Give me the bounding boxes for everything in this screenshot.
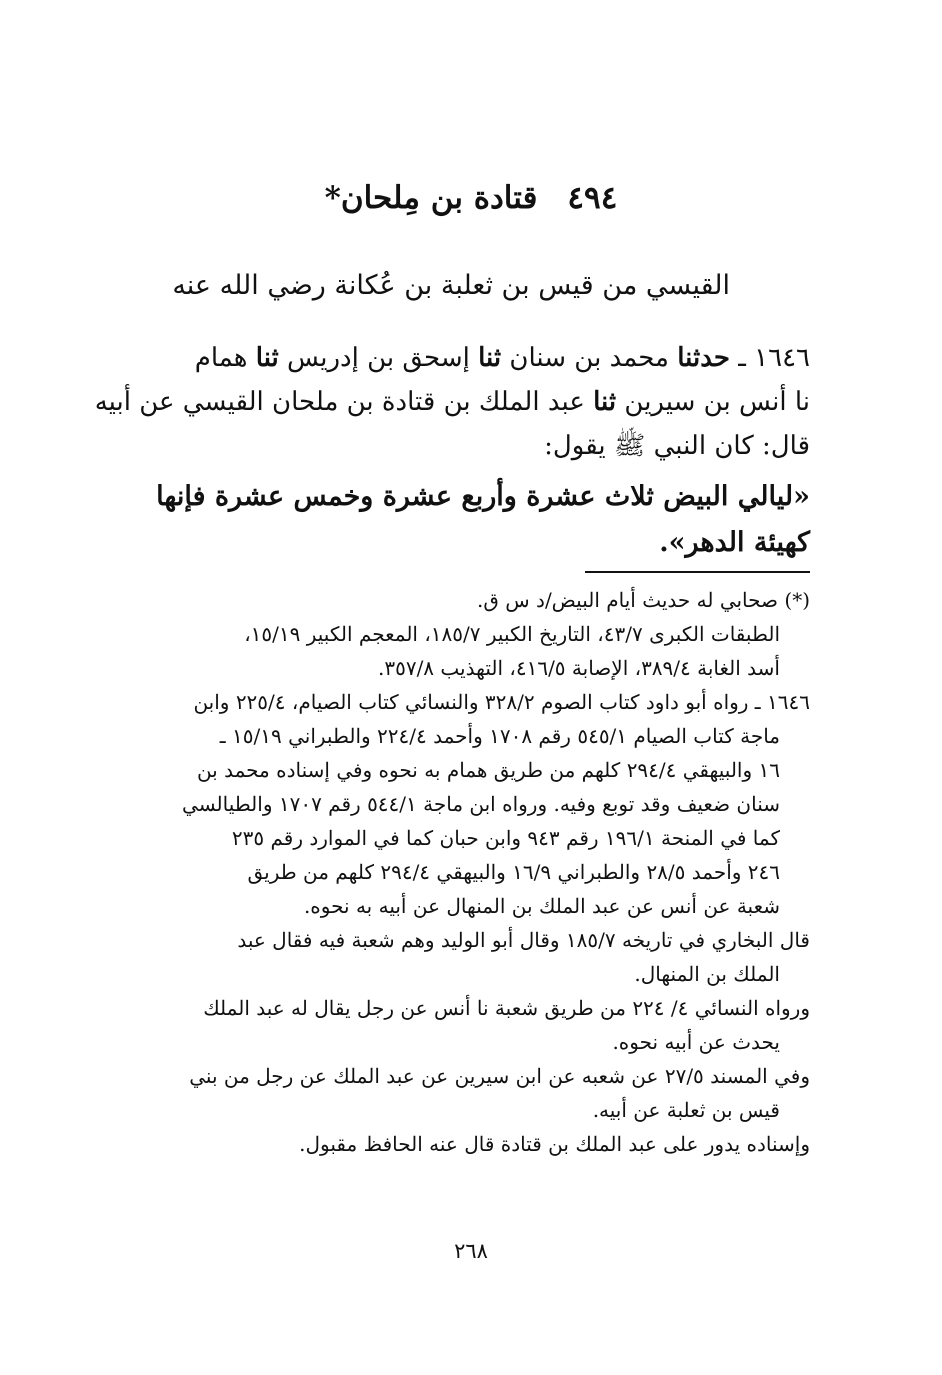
footnote-line: ورواه النسائي ٤/ ٢٢٤ من طريق شعبة نا أنس عن رجل يقال له عبد الملك	[203, 996, 810, 1020]
isnad-line-3: قال: كان النبي ﷺ يقول:	[544, 431, 810, 461]
footnote-line: وفي المسند ٢٧/٥ عن شعبه عن ابن سيرين عن عبد الملك عن رجل من بني	[189, 1064, 810, 1088]
entry-heading	[0, 176, 942, 220]
hadith-isnad	[94, 336, 810, 468]
narrator-text: نا أنس بن سيرين	[616, 387, 810, 417]
narrator-text: عبد الملك بن قتادة بن ملحان القيسي عن أبيه	[94, 387, 594, 417]
hadith-text	[130, 474, 810, 566]
footnote-line: وإسناده يدور على عبد الملك بن قتادة قال عنه الحافظ مقبول.	[299, 1132, 810, 1156]
footnote-line: سنان ضعيف وقد توبع وفيه. ورواه ابن ماجة ٥٤٤/١ رقم ١٧٠٧ والطيالسي	[182, 792, 780, 816]
footnote-line: شعبة عن أنس عن عبد الملك بن المنهال عن أبيه به نحوه.	[303, 894, 780, 918]
narrator-text: محمد بن سنان	[501, 343, 678, 373]
footnote-line: يحدث عن أبيه نحوه.	[612, 1030, 780, 1054]
footnote-divider	[585, 571, 810, 573]
footnote-line: ١٦٤٦ ـ رواه أبو داود كتاب الصوم ٣٢٨/٢ والنسائي كتاب الصيام، ٢٢٥/٤ وابن	[193, 690, 810, 714]
transmission-word: حدثنا	[677, 343, 730, 373]
footnote-line: ماجة كتاب الصيام ٥٤٥/١ رقم ١٧٠٨ وأحمد ٢٢٤/٤ والطبراني ١٥/١٩ ـ	[219, 724, 780, 748]
footnote-line: كما في المنحة ١٩٦/١ رقم ٩٤٣ وابن حبان كما في الموارد رقم ٢٣٥	[231, 826, 780, 850]
footnote-line: ٢٤٦ وأحمد ٢٨/٥ والطبراني ١٦/٩ والبيهقي ٢٩٤/٤ كلهم من طريق	[247, 860, 780, 884]
isnad-line-2	[94, 380, 810, 424]
footnotes	[130, 583, 810, 1161]
footnote-line: الملك بن المنهال.	[634, 962, 780, 986]
footnote-line: قيس بن ثعلبة عن أبيه.	[592, 1098, 780, 1122]
entry-subtitle: القيسي من قيس بن ثعلبة بن عُكانة رضي الله عنه	[172, 270, 730, 301]
transmission-word: ثنا	[478, 343, 502, 373]
entry-name: قتادة بن مِلحان*	[324, 180, 538, 216]
hadith-number: ١٦٤٦	[754, 343, 810, 373]
entry-number: ٤٩٤	[567, 180, 618, 216]
dash: ـ	[729, 343, 755, 373]
hadith-line-2: كهيئة الدهر».	[659, 527, 810, 558]
transmission-word: ثنا	[255, 343, 279, 373]
footnote-line: الطبقات الكبرى ٤٣/٧، التاريخ الكبير ١٨٥/٧، المعجم الكبير ١٥/١٩،	[244, 622, 780, 646]
narrator-text: همام	[194, 343, 256, 373]
isnad-line-1	[130, 336, 810, 380]
footnote-line: أسد الغابة ٣٨٩/٤، الإصابة ٤١٦/٥، التهذيب ٣٥٧/٨.	[377, 656, 780, 680]
transmission-word: ثنا	[593, 387, 617, 417]
narrator-text: إسحق بن إدريس	[278, 343, 479, 373]
hadith-line-1: «ليالي البيض ثلاث عشرة وأربع عشرة وخمس عشرة فإنها	[156, 481, 810, 512]
footnote-line: قال البخاري في تاريخه ١٨٥/٧ وقال أبو الوليد وهم شعبة فيه فقال عبد	[237, 928, 810, 952]
footnote-line: (*) صحابي له حديث أيام البيض/د س ق.	[477, 588, 810, 612]
footnote-line: ١٦ والبيهقي ٢٩٤/٤ كلهم من طريق همام به نحوه وفي إسناده محمد بن	[196, 758, 780, 782]
page-number: ٢٦٨	[454, 1239, 488, 1263]
